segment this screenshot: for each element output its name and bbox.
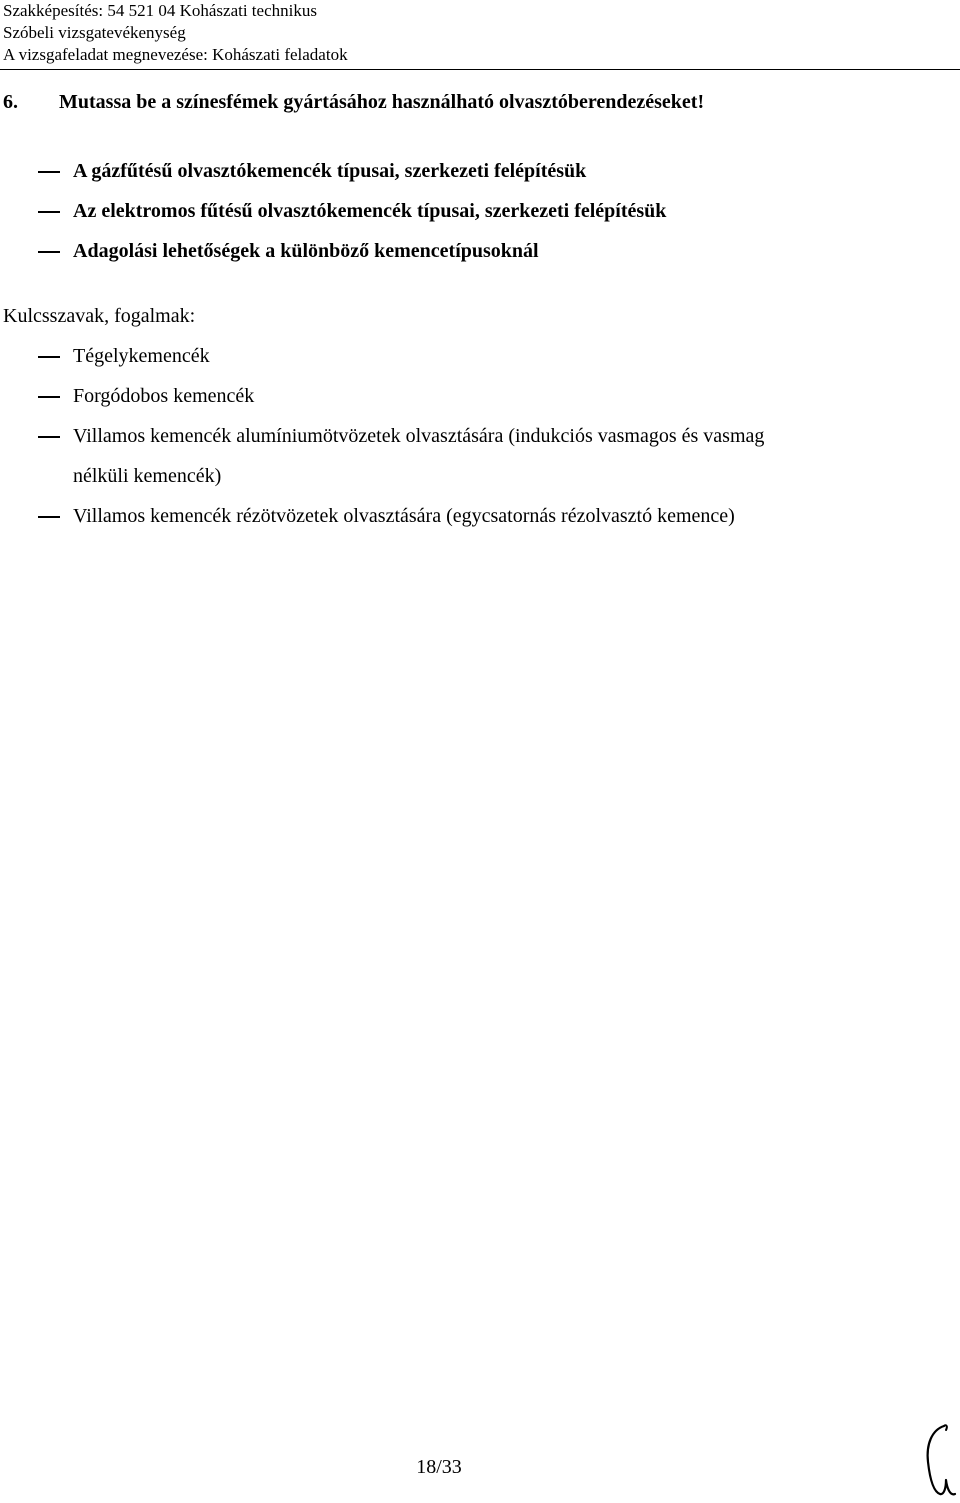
topic-text: A gázfűtésű olvasztókemencék típusai, szerkezeti felépítésük: [73, 160, 587, 182]
document-header: [3, 0, 348, 66]
question-number: 6.: [3, 91, 18, 113]
keyword-text: Villamos kemencék alumíniumötvözetek olvasztására (indukciós vasmagos és vasmag: [73, 425, 765, 447]
topic-text: Adagolási lehetőségek a különböző kemencetípusoknál: [73, 240, 539, 262]
keyword-text-continuation: nélküli kemencék): [73, 465, 222, 487]
keywords-heading: Kulcsszavak, fogalmak:: [3, 305, 196, 327]
list-item: [0, 151, 666, 191]
list-item: [0, 496, 764, 536]
topic-list: [0, 151, 666, 271]
question-title: [3, 89, 704, 115]
list-item: [0, 376, 764, 416]
list-item: [0, 231, 666, 271]
dash-bullet-icon: [38, 211, 60, 213]
page-number: 18/33: [416, 1456, 462, 1478]
header-exam-activity: Szóbeli vizsgatevékenység: [3, 23, 186, 42]
list-item: [0, 416, 764, 456]
header-task-name: A vizsgafeladat megnevezése: Kohászati feladatok: [3, 45, 348, 64]
keyword-text: Villamos kemencék rézötvözetek olvasztására (egycsatornás rézolvasztó kemence): [73, 505, 735, 527]
keyword-text: Tégelykemencék: [73, 345, 210, 367]
list-item-continuation: [0, 456, 764, 496]
topic-text: Az elektromos fűtésű olvasztókemencék típusai, szerkezeti felépítésük: [73, 200, 667, 222]
dash-bullet-icon: [38, 516, 60, 518]
header-divider: [0, 69, 960, 70]
dash-bullet-icon: [38, 356, 60, 358]
dash-bullet-icon: [38, 436, 60, 438]
keyword-text: Forgódobos kemencék: [73, 385, 255, 407]
dash-bullet-icon: [38, 171, 60, 173]
dash-bullet-icon: [38, 396, 60, 398]
question-text: Mutassa be a színesfémek gyártásához használható olvasztóberendezéseket!: [59, 91, 705, 113]
handwritten-signature-icon: [922, 1422, 958, 1500]
list-item: [0, 336, 764, 376]
dash-bullet-icon: [38, 251, 60, 253]
list-item: [0, 191, 666, 231]
header-qualification: Szakképesítés: 54 521 04 Kohászati technikus: [3, 1, 317, 20]
keyword-list: [0, 336, 764, 536]
